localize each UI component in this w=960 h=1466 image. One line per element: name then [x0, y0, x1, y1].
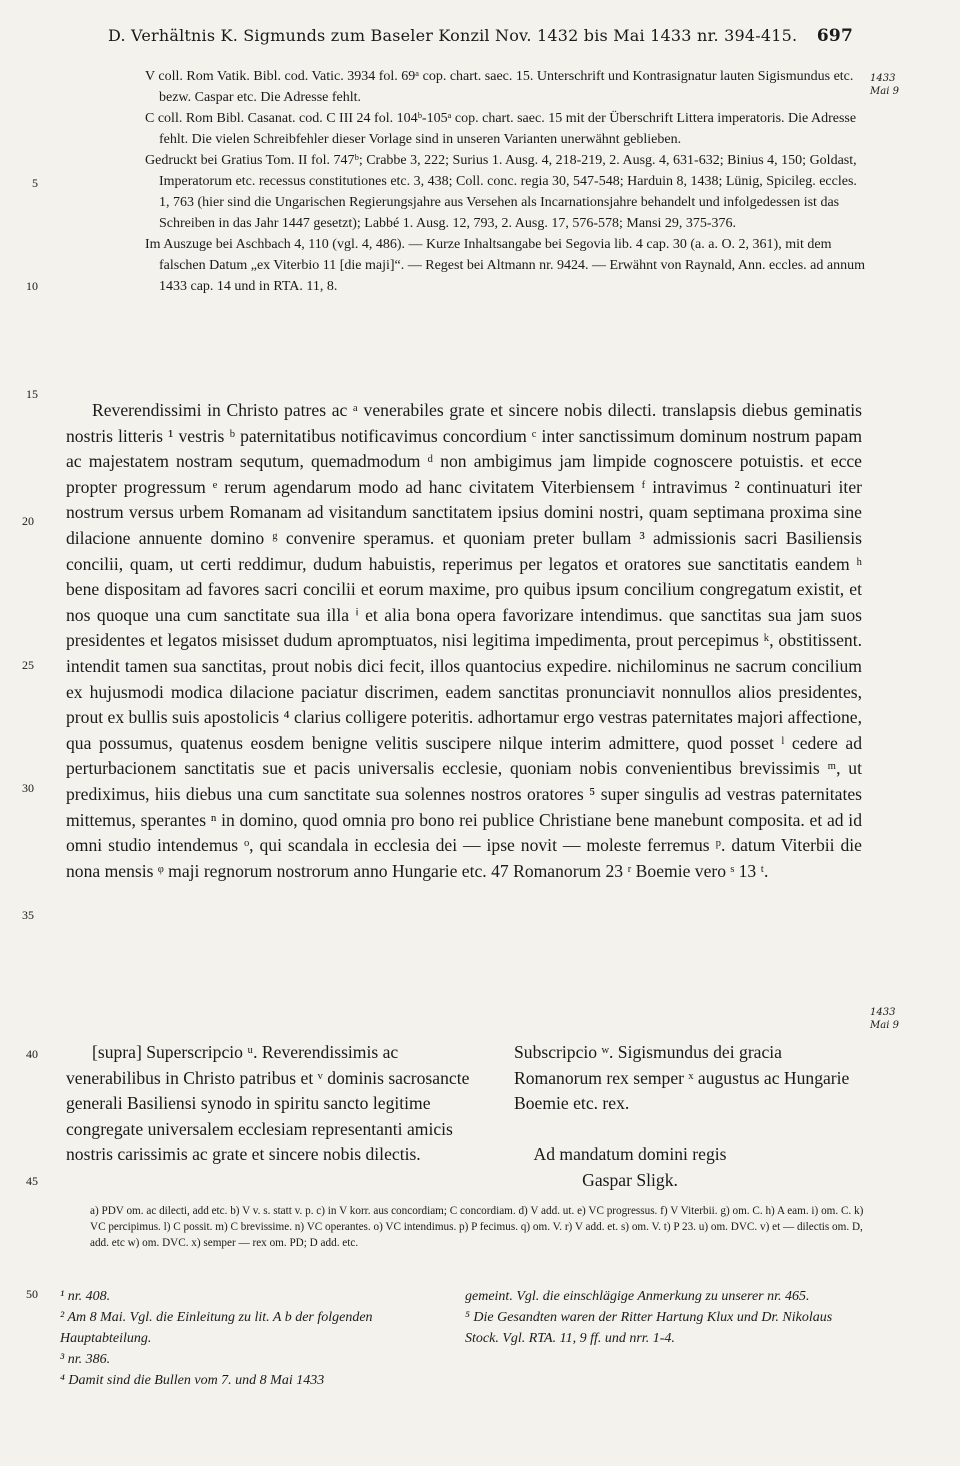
- mandate-line: Ad mandatum domini regis: [533, 1144, 727, 1164]
- superscription: [supra] Superscripcio ᵘ. Reverendissimis ac venerabilibus in Christo patribus et ᵛ dominis sacrosancte generali Basiliensi synodo in spiritu sancto legitime congregate universalem ecclesiam representanti amicis nostris carissimis ac grate et sincere nobis dilectis.: [66, 1042, 470, 1165]
- margin-date-1: 1433 Mai 9: [870, 73, 899, 97]
- line-number: 40: [26, 1047, 38, 1061]
- line-number: 45: [26, 1174, 38, 1188]
- running-header: [108, 26, 853, 45]
- footnote: ³ nr. 386.: [60, 1352, 111, 1367]
- line-number: 30: [22, 781, 34, 795]
- margin-date-2: 1433 Mai 9: [870, 1007, 899, 1031]
- footnotes-right: [465, 1286, 865, 1349]
- line-number: 50: [26, 1287, 38, 1301]
- source-entry: C coll. Rom Bibl. Casanat. cod. C III 24 fol. 104ᵇ-105ᵃ cop. chart. saec. 15 mit der Überschrift Littera imperatoris. Die Adresse fehlt. Die vielen Schreibfehler dieser Vorlage sind in unseren Varianten unerwähnt geblieben.: [145, 111, 857, 147]
- page-number: 697: [816, 26, 853, 46]
- footnote: ⁴ Damit sind die Bullen vom 7. und 8 Mai 1433: [60, 1373, 325, 1388]
- footnote: ² Am 8 Mai. Vgl. die Einleitung zu lit. A b der folgenden Hauptabteilung.: [60, 1310, 373, 1346]
- line-number: 25: [22, 658, 34, 672]
- subscription-column: [514, 1040, 864, 1117]
- source-entry: V coll. Rom Vatik. Bibl. cod. Vatic. 3934 fol. 69ᵃ cop. chart. saec. 15. Unterschrift und Kontrasignatur lauten Sigismundus etc. bezw. Caspar etc. Die Adresse fehlt.: [145, 69, 854, 105]
- footnote: gemeint. Vgl. die einschlägige Anmerkung zu unserer nr. 465.: [465, 1289, 810, 1304]
- footnotes-left: [60, 1286, 455, 1391]
- letter-body: [66, 398, 862, 884]
- line-number: 35: [22, 908, 34, 922]
- line-number: 5: [32, 176, 38, 190]
- line-number: 20: [22, 514, 34, 528]
- footnote: ⁵ Die Gesandten waren der Ritter Hartung Klux und Dr. Nikolaus Stock. Vgl. RTA. 11, 9 ff. und nrr. 1-4.: [465, 1310, 833, 1346]
- footnote: ¹ nr. 408.: [60, 1289, 111, 1304]
- variant-apparatus: [90, 1203, 870, 1251]
- mandate-signature: Gaspar Sligk.: [582, 1169, 678, 1190]
- variant-notes: a) PDV om. ac dilecti, add etc. b) V v. s. statt v. p. c) in V korr. aus concordiam; C concordiam. d) V add. ut. e) VC progressus. f) V Viterbii. g) om. C. h) A eam. i) om. C. k) VC percipimus. l) C possit. m) C brevissime. n) VC operantes. o) VC intendimus. p) P fecimus. q) om. V. r) V add. et. s) om. V. t) P 23. u) om. DVC. v) et — dilectis om. D, add. etc w) om. DVC. x) semper — rex om. PD; D add. etc.: [90, 1205, 864, 1249]
- header-title: D. Verhältnis K. Sigmunds zum Baseler Konzil Nov. 1432 bis Mai 1433 nr. 394-415.: [108, 26, 798, 45]
- address-column: [66, 1040, 496, 1168]
- line-number: 10: [26, 279, 38, 293]
- source-apparatus: [145, 66, 865, 297]
- letter-text: Reverendissimi in Christo patres ac ᵃ venerabiles grate et sincere nobis dilecti. translapsis diebus geminatis nostris litteris ¹ vestris ᵇ paternitatibus notificavimus concordium ᶜ inter sanctissimum dominum nostrum papam ac majestatem nostram sequtum, quemadmodum ᵈ non ambigimus jam limpide cognoscere potuistis. et ecce propter progressum ᵉ rerum agendarum modo ad hanc civitatem Viterbiensem ᶠ intravimus ² continuaturi iter nostrum versus urbem Romanam ad visitandum sanctitatem ipsius domini nostri, quam septimana proxima sine dilacione annuente domino ᵍ convenire speramus. et quoniam preter bullam ³ admissionis sacri Basiliensis concilii, quam, ut certi reddimur, dudum habuistis, reperimus per legatos et oratores sue sanctitatis eandem ʰ bene dispositam ad favores sacri concilii et eorum maxime, pro quibus ipsum concilium congregatum existit, et nos quoque una cum sanctitate sua illa ⁱ et alia bona opera favorizare intendimus. que sanctitas sua jam suos presidentes et legatos misisset dudum apromptuatos, nisi legitima impedimenta, prout percepimus ᵏ, obstitissent. intendit tamen sua sanctitas, prout nobis dici fecit, illos quantocius expedire. nichilominus ne sacrum concilium ex hujusmodi modica dilacione paciatur discrimen, eadem sanctitas pronunciavit nonnullos alios presidentes, prout ex bullis suis apostolicis ⁴ clarius colligere poteritis. adhortamur ergo vestras paternitates majori affectione, qua possumus, quatenus eosdem benigne velitis suscipere nilque interim admittere, quod posset ˡ cedere ad perturbacionem sanctitatis sue et pacis universalis ecclesie, quoniam nobis convenientibus brevissimis ᵐ, ut prediximus, hiis diebus una cum sanctitate sua solennes nostros oratores ⁵ super singulis ad vestras paternitates mittemus, sperantes ⁿ in domino, quod omnia pro bono rei publice Christiane bene manebunt composita. et ad id omni studio intendemus ᵒ, qui scandala in ecclesia dei — ipse novit — moleste ferremus ᵖ. datum Viterbii die nona mensis ᵠ maji regnorum nostrorum anno Hungarie etc. 47 Romanorum 23 ʳ Boemie vero ˢ 13 ᵗ.: [66, 400, 863, 881]
- subscription: Subscripcio ʷ. Sigismundus dei gracia Romanorum rex semper ˣ augustus ac Hungarie Boemie etc. rex.: [514, 1042, 850, 1114]
- line-number: 15: [26, 387, 38, 401]
- mandate-note: [450, 1142, 810, 1193]
- source-entry: Im Auszuge bei Aschbach 4, 110 (vgl. 4, 486). — Kurze Inhaltsangabe bei Segovia lib. 4 cap. 30 (a. a. O. 2, 361), mit dem falschen Datum „ex Viterbio 11 [die maji]“. — Regest bei Altmann nr. 9424. — Erwähnt von Raynald, Ann. eccles. ad annum 1433 cap. 14 und in RTA. 11, 8.: [145, 237, 865, 294]
- source-entry: Gedruckt bei Gratius Tom. II fol. 747ᵇ; Crabbe 3, 222; Surius 1. Ausg. 4, 218-219, 2. Ausg. 4, 631-632; Binius 4, 150; Goldast, Imperatorum etc. recessus constitutiones etc. 3, 438; Coll. conc. regia 30, 547-548; Harduin 8, 1438; Lünig, Spicileg. eccles. 1, 763 (hier sind die Ungarischen Regierungsjahre aus Versehen als Incarnationsjahre behandelt und infolgedessen ist das Schreiben in das Jahr 1447 gesetzt); Labbé 1. Ausg. 12, 793, 2. Ausg. 17, 576-578; Mansi 29, 375-376.: [145, 153, 857, 231]
